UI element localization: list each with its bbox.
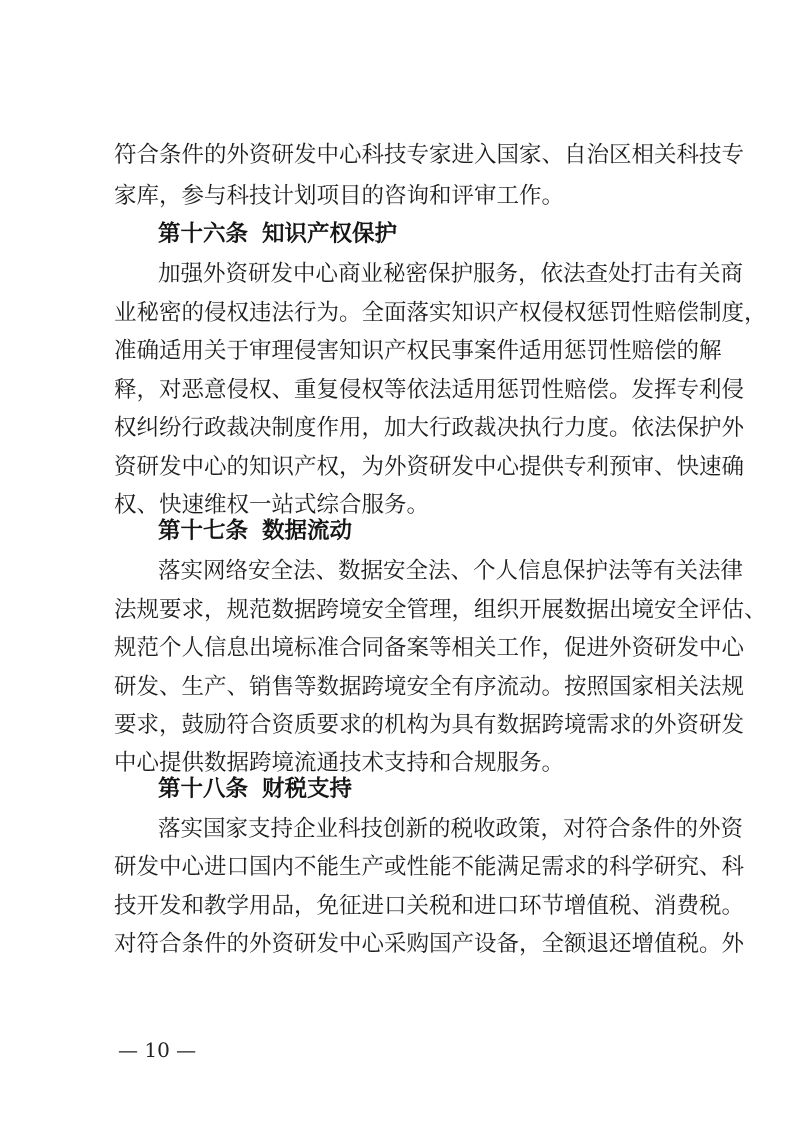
article-18-number: 第十八条 bbox=[158, 776, 249, 802]
article-17-title: 数据流动 bbox=[262, 518, 353, 544]
article-17-number: 第十七条 bbox=[158, 518, 249, 544]
intro-line-1: 符合条件的外资研发中心科技专家进入国家、自治区相关科技专 bbox=[114, 142, 745, 168]
article-16-title: 知识产权保护 bbox=[262, 221, 398, 247]
article-16-heading bbox=[158, 216, 397, 252]
article-17-line-1: 落实网络安全法、数据安全法、个人信息保护法等有关法律 bbox=[158, 558, 744, 584]
article-18-line-2: 研发中心进口国内不能生产或性能不能满足需求的科学研究、科 bbox=[114, 854, 745, 880]
article-17-line-2: 法规要求，规范数据跨境安全管理，组织开展数据出境安全评估、 bbox=[114, 597, 767, 623]
article-17-line-6: 中心提供数据跨境流通技术支持和合规服务。 bbox=[114, 750, 565, 776]
article-18-title: 财税支持 bbox=[262, 776, 353, 802]
article-16-line-1: 加强外资研发中心商业秘密保护服务，依法查处打击有关商 bbox=[158, 261, 744, 287]
article-16-line-3: 准确适用关于审理侵害知识产权民事案件适用惩罚性赔偿的解 bbox=[114, 338, 722, 364]
article-18-heading bbox=[158, 771, 352, 807]
page-number: — 10 — bbox=[118, 1038, 197, 1062]
article-16-line-7: 权、快速维权一站式综合服务。 bbox=[114, 492, 430, 518]
article-18-line-3: 技开发和教学用品，免征进口关税和进口环节增值税、消费税。 bbox=[114, 893, 745, 919]
article-17-line-4: 研发、生产、销售等数据跨境安全有序流动。按照国家相关法规 bbox=[114, 674, 745, 700]
article-16-line-6: 资研发中心的知识产权，为外资研发中心提供专利预审、快速确 bbox=[114, 454, 745, 480]
article-17-line-5: 要求，鼓励符合资质要求的机构为具有数据跨境需求的外资研发 bbox=[114, 712, 745, 738]
intro-line-2: 家库，参与科技计划项目的咨询和评审工作。 bbox=[114, 183, 565, 209]
article-17-line-3: 规范个人信息出境标准合同备案等相关工作，促进外资研发中心 bbox=[114, 635, 745, 661]
article-16-line-4: 释，对恶意侵权、重复侵权等依法适用惩罚性赔偿。发挥专利侵 bbox=[114, 377, 745, 403]
article-16-number: 第十六条 bbox=[158, 221, 249, 247]
article-18-line-1: 落实国家支持企业科技创新的税收政策，对符合条件的外资 bbox=[158, 816, 744, 842]
article-16-line-2: 业秘密的侵权违法行为。全面落实知识产权侵权惩罚性赔偿制度， bbox=[114, 300, 767, 326]
article-16-line-5: 权纠纷行政裁决制度作用，加大行政裁决执行力度。依法保护外 bbox=[114, 415, 745, 441]
article-18-line-4: 对符合条件的外资研发中心采购国产设备，全额退还增值税。外 bbox=[114, 931, 745, 957]
article-17-heading bbox=[158, 513, 352, 549]
